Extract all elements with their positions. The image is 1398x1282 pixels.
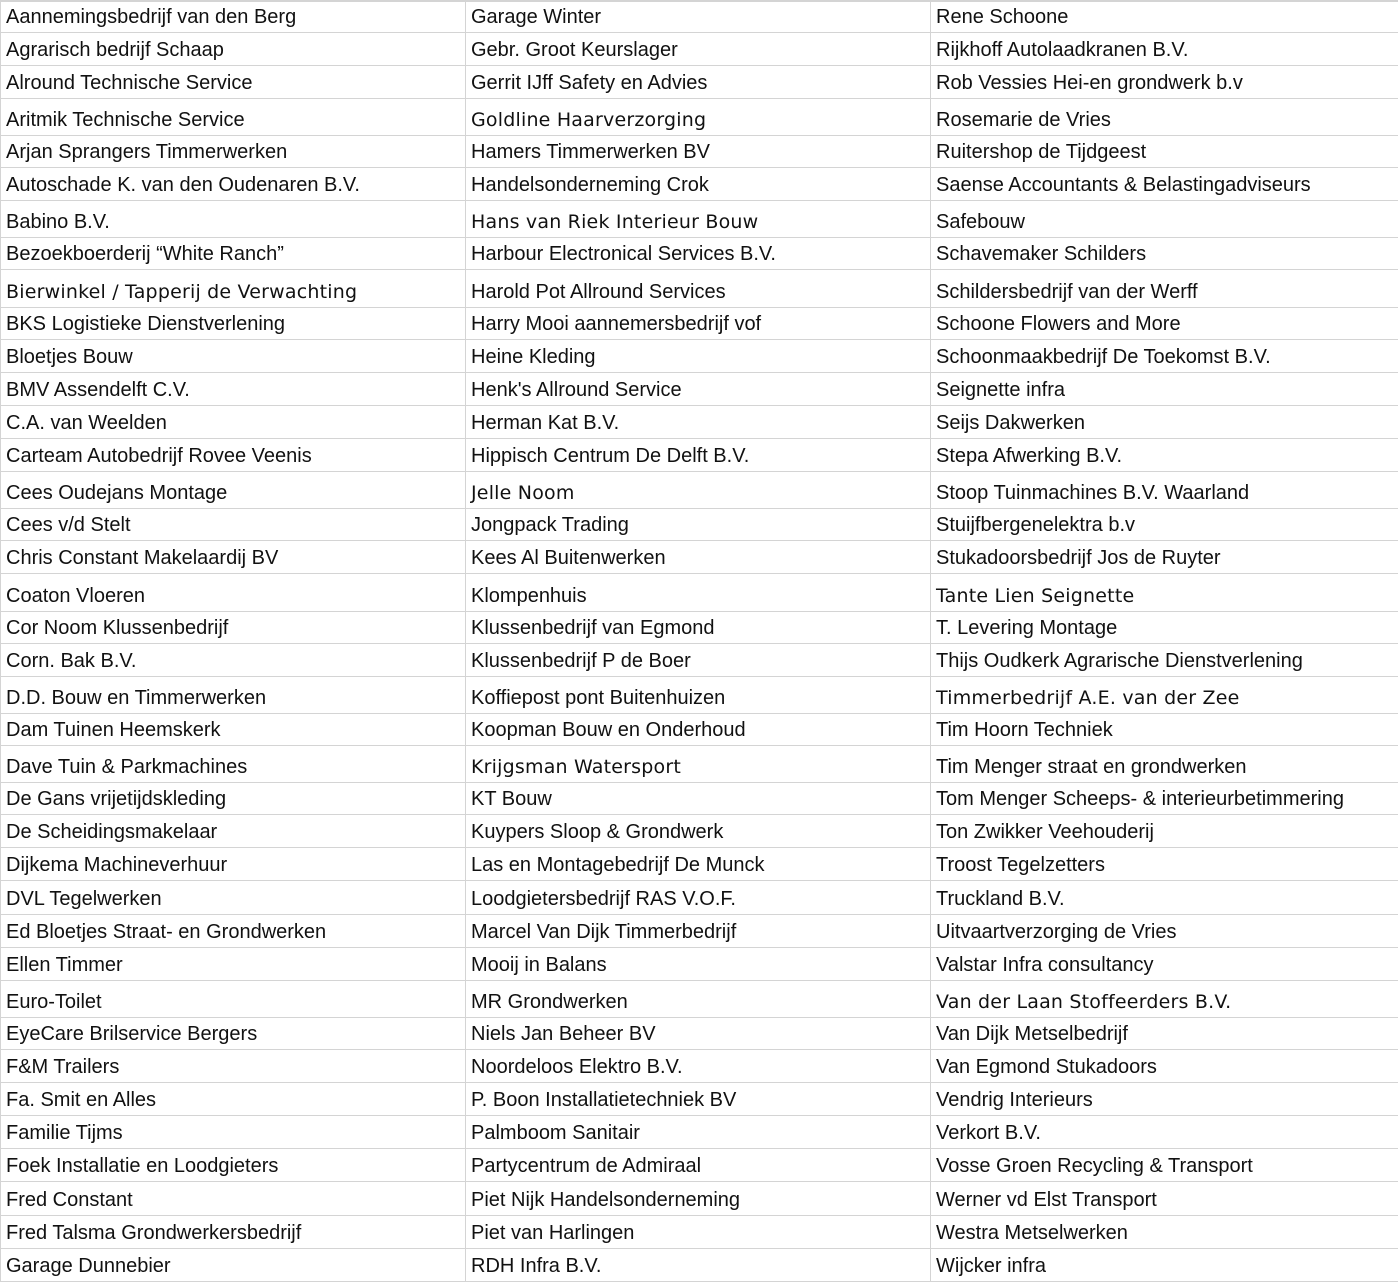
table-cell[interactable]: Schoone Flowers and More (931, 307, 1398, 339)
table-cell[interactable]: Bloetjes Bouw (1, 339, 466, 372)
table-cell[interactable]: De Gans vrijetijdskleding (1, 783, 466, 815)
table-row (1, 1116, 1398, 1149)
table-cell[interactable]: Noordeloos Elektro B.V. (466, 1050, 931, 1083)
table-cell[interactable]: P. Boon Installatietechniek BV (466, 1083, 931, 1116)
table-cell[interactable]: Partycentrum de Admiraal (466, 1149, 931, 1182)
table-row (1, 98, 1398, 135)
table-cell[interactable]: Palmboom Sanitair (466, 1116, 931, 1149)
table-cell[interactable]: Schildersbedrijf van der Werff (931, 270, 1398, 307)
table-cell[interactable]: BKS Logistieke Dienstverlening (1, 307, 466, 339)
table-cell[interactable]: Bierwinkel / Tapperij de Verwachting (1, 270, 466, 307)
table-cell[interactable]: C.A. van Weelden (1, 405, 466, 438)
table-row (1, 238, 1398, 270)
table-cell[interactable]: DVL Tegelwerken (1, 881, 466, 914)
table-cell[interactable]: Stukadoorsbedrijf Jos de Ruyter (931, 541, 1398, 574)
table-cell[interactable]: Van der Laan Stoffeerders B.V. (931, 980, 1398, 1017)
table-cell[interactable]: Aritmik Technische Service (1, 98, 466, 135)
table-cell[interactable]: Gebr. Groot Keurslager (466, 32, 931, 65)
table-cell[interactable]: Euro-Toilet (1, 980, 466, 1017)
table-row (1, 135, 1398, 167)
table-cell[interactable]: Van Egmond Stukadoors (931, 1050, 1398, 1083)
table-cell[interactable]: Cees v/d Stelt (1, 509, 466, 541)
table-cell[interactable]: Dam Tuinen Heemskerk (1, 713, 466, 745)
table-cell[interactable]: Klussenbedrijf van Egmond (466, 611, 931, 643)
table-cell[interactable]: Kuypers Sloop & Grondwerk (466, 815, 931, 848)
table-row (1, 1, 1398, 32)
table-row (1, 1215, 1398, 1248)
table-row (1, 574, 1398, 611)
table-cell[interactable]: Westra Metselwerken (931, 1215, 1398, 1248)
table-cell[interactable]: Goldline Haarverzorging (466, 98, 931, 135)
table-cell[interactable]: Gerrit IJff Safety en Advies (466, 65, 931, 98)
table-cell[interactable]: Timmerbedrijf A.E. van der Zee (931, 676, 1398, 713)
table-cell[interactable]: Marcel Van Dijk Timmerbedrijf (466, 914, 931, 947)
table-cell[interactable]: Werner vd Elst Transport (931, 1182, 1398, 1215)
table-cell[interactable]: Klompenhuis (466, 574, 931, 611)
table-cell[interactable]: Ellen Timmer (1, 947, 466, 980)
table-row (1, 472, 1398, 509)
table-cell[interactable]: Harold Pot Allround Services (466, 270, 931, 307)
table-cell[interactable]: Ed Bloetjes Straat- en Grondwerken (1, 914, 466, 947)
table-cell[interactable]: Safebouw (931, 201, 1398, 238)
table-cell[interactable]: Alround Technische Service (1, 65, 466, 98)
table-cell[interactable]: Cor Noom Klussenbedrijf (1, 611, 466, 643)
table-cell[interactable]: Mooij in Balans (466, 947, 931, 980)
table-row (1, 438, 1398, 471)
table-row (1, 881, 1398, 914)
table-cell[interactable]: Fred Talsma Grondwerkersbedrijf (1, 1215, 466, 1248)
table-row (1, 783, 1398, 815)
table-cell[interactable]: Schoonmaakbedrijf De Toekomst B.V. (931, 339, 1398, 372)
table-cell[interactable]: Thijs Oudkerk Agrarische Dienstverlening (931, 643, 1398, 676)
table-cell[interactable]: Saense Accountants & Belastingadviseurs (931, 168, 1398, 201)
table-row (1, 914, 1398, 947)
table-row (1, 270, 1398, 307)
table-row (1, 168, 1398, 201)
table-row (1, 201, 1398, 238)
table-cell[interactable]: Koffiepost pont Buitenhuizen (466, 676, 931, 713)
table-cell[interactable]: Hippisch Centrum De Delft B.V. (466, 438, 931, 471)
table-cell[interactable]: Autoschade K. van den Oudenaren B.V. (1, 168, 466, 201)
table-cell[interactable]: Rijkhoff Autolaadkranen B.V. (931, 32, 1398, 65)
table-cell[interactable]: Tim Hoorn Techniek (931, 713, 1398, 745)
table-cell[interactable]: Dave Tuin & Parkmachines (1, 745, 466, 782)
table-cell[interactable]: Verkort B.V. (931, 1116, 1398, 1149)
table-cell[interactable]: Rob Vessies Hei-en grondwerk b.v (931, 65, 1398, 98)
table-cell[interactable]: Handelsonderneming Crok (466, 168, 931, 201)
table-cell[interactable]: Troost Tegelzetters (931, 848, 1398, 881)
table-cell[interactable]: De Scheidingsmakelaar (1, 815, 466, 848)
table-cell[interactable]: Kees Al Buitenwerken (466, 541, 931, 574)
table-cell[interactable]: Loodgietersbedrijf RAS V.O.F. (466, 881, 931, 914)
table-cell[interactable]: Seijs Dakwerken (931, 405, 1398, 438)
table-cell[interactable]: Schavemaker Schilders (931, 238, 1398, 270)
table-cell[interactable]: Bezoekboerderij “White Ranch” (1, 238, 466, 270)
table-cell[interactable]: Piet Nijk Handelsonderneming (466, 1182, 931, 1215)
table-cell[interactable]: Corn. Bak B.V. (1, 643, 466, 676)
table-cell[interactable]: Harry Mooi aannemersbedrijf vof (466, 307, 931, 339)
table-row (1, 713, 1398, 745)
table-row (1, 745, 1398, 782)
table-cell[interactable]: Heine Kleding (466, 339, 931, 372)
table-cell[interactable]: Ruitershop de Tijdgeest (931, 135, 1398, 167)
table-row (1, 676, 1398, 713)
table-row (1, 509, 1398, 541)
table-row (1, 1248, 1398, 1281)
table-row (1, 815, 1398, 848)
table-cell[interactable]: Hamers Timmerwerken BV (466, 135, 931, 167)
table-cell[interactable]: D.D. Bouw en Timmerwerken (1, 676, 466, 713)
table-row (1, 611, 1398, 643)
table-cell[interactable]: Vosse Groen Recycling & Transport (931, 1149, 1398, 1182)
table-row (1, 1083, 1398, 1116)
table-cell[interactable]: Arjan Sprangers Timmerwerken (1, 135, 466, 167)
table-cell[interactable]: Babino B.V. (1, 201, 466, 238)
table-cell[interactable]: Ton Zwikker Veehouderij (931, 815, 1398, 848)
table-cell[interactable]: Hans van Riek Interieur Bouw (466, 201, 931, 238)
table-row (1, 1149, 1398, 1182)
table-row (1, 1017, 1398, 1049)
table-cell[interactable]: Chris Constant Makelaardij BV (1, 541, 466, 574)
table-row (1, 1050, 1398, 1083)
table-cell[interactable]: Stepa Afwerking B.V. (931, 438, 1398, 471)
table-cell[interactable]: Rosemarie de Vries (931, 98, 1398, 135)
table-cell[interactable]: Harbour Electronical Services B.V. (466, 238, 931, 270)
table-cell[interactable]: Tim Menger straat en grondwerken (931, 745, 1398, 782)
table-cell[interactable]: Foek Installatie en Loodgieters (1, 1149, 466, 1182)
table-cell[interactable]: Stoop Tuinmachines B.V. Waarland (931, 472, 1398, 509)
table-cell[interactable]: EyeCare Brilservice Bergers (1, 1017, 466, 1049)
table-cell[interactable]: Fa. Smit en Alles (1, 1083, 466, 1116)
table-cell[interactable]: Garage Winter (466, 1, 931, 32)
table-cell[interactable]: Coaton Vloeren (1, 574, 466, 611)
table-row (1, 541, 1398, 574)
table-row (1, 980, 1398, 1017)
table-row (1, 372, 1398, 405)
table-cell[interactable]: Krijgsman Watersport (466, 745, 931, 782)
table-row (1, 643, 1398, 676)
table-cell[interactable]: Las en Montagebedrijf De Munck (466, 848, 931, 881)
table-row (1, 405, 1398, 438)
table-cell[interactable]: Dijkema Machineverhuur (1, 848, 466, 881)
table-cell[interactable]: Jelle Noom (466, 472, 931, 509)
table-cell[interactable]: Cees Oudejans Montage (1, 472, 466, 509)
table-cell[interactable]: T. Levering Montage (931, 611, 1398, 643)
table-cell[interactable]: Seignette infra (931, 372, 1398, 405)
table-cell[interactable]: Koopman Bouw en Onderhoud (466, 713, 931, 745)
table-cell[interactable]: Piet van Harlingen (466, 1215, 931, 1248)
table-row (1, 32, 1398, 65)
table-cell[interactable]: Van Dijk Metselbedrijf (931, 1017, 1398, 1049)
table-cell[interactable]: Agrarisch bedrijf Schaap (1, 32, 466, 65)
table-cell[interactable]: Henk's Allround Service (466, 372, 931, 405)
table-cell[interactable]: Tante Lien Seignette (931, 574, 1398, 611)
table-cell[interactable]: MR Grondwerken (466, 980, 931, 1017)
table-cell[interactable]: Vendrig Interieurs (931, 1083, 1398, 1116)
table-cell[interactable]: Valstar Infra consultancy (931, 947, 1398, 980)
table-cell[interactable]: Rene Schoone (931, 1, 1398, 32)
table-cell[interactable]: Klussenbedrijf P de Boer (466, 643, 931, 676)
table-cell[interactable]: Niels Jan Beheer BV (466, 1017, 931, 1049)
table-row (1, 339, 1398, 372)
table-cell[interactable]: Truckland B.V. (931, 881, 1398, 914)
table-row (1, 1182, 1398, 1215)
table-row (1, 947, 1398, 980)
table-cell[interactable]: Carteam Autobedrijf Rovee Veenis (1, 438, 466, 471)
table-cell[interactable]: Fred Constant (1, 1182, 466, 1215)
table-row (1, 65, 1398, 98)
table-cell[interactable]: Tom Menger Scheeps- & interieurbetimmering (931, 783, 1398, 815)
table-cell[interactable]: Wijcker infra (931, 1248, 1398, 1281)
table-cell[interactable]: BMV Assendelft C.V. (1, 372, 466, 405)
table-row (1, 848, 1398, 881)
table-cell[interactable]: F&M Trailers (1, 1050, 466, 1083)
table-cell[interactable]: RDH Infra B.V. (466, 1248, 931, 1281)
company-list-body (1, 1, 1398, 1282)
table-cell[interactable]: Familie Tijms (1, 1116, 466, 1149)
table-cell[interactable]: Jongpack Trading (466, 509, 931, 541)
table-cell[interactable]: KT Bouw (466, 783, 931, 815)
table-cell[interactable]: Aannemingsbedrijf van den Berg (1, 1, 466, 32)
table-cell[interactable]: Stuijfbergenelektra b.v (931, 509, 1398, 541)
table-cell[interactable]: Uitvaartverzorging de Vries (931, 914, 1398, 947)
table-cell[interactable]: Herman Kat B.V. (466, 405, 931, 438)
table-row (1, 307, 1398, 339)
table-cell[interactable]: Garage Dunnebier (1, 1248, 466, 1281)
